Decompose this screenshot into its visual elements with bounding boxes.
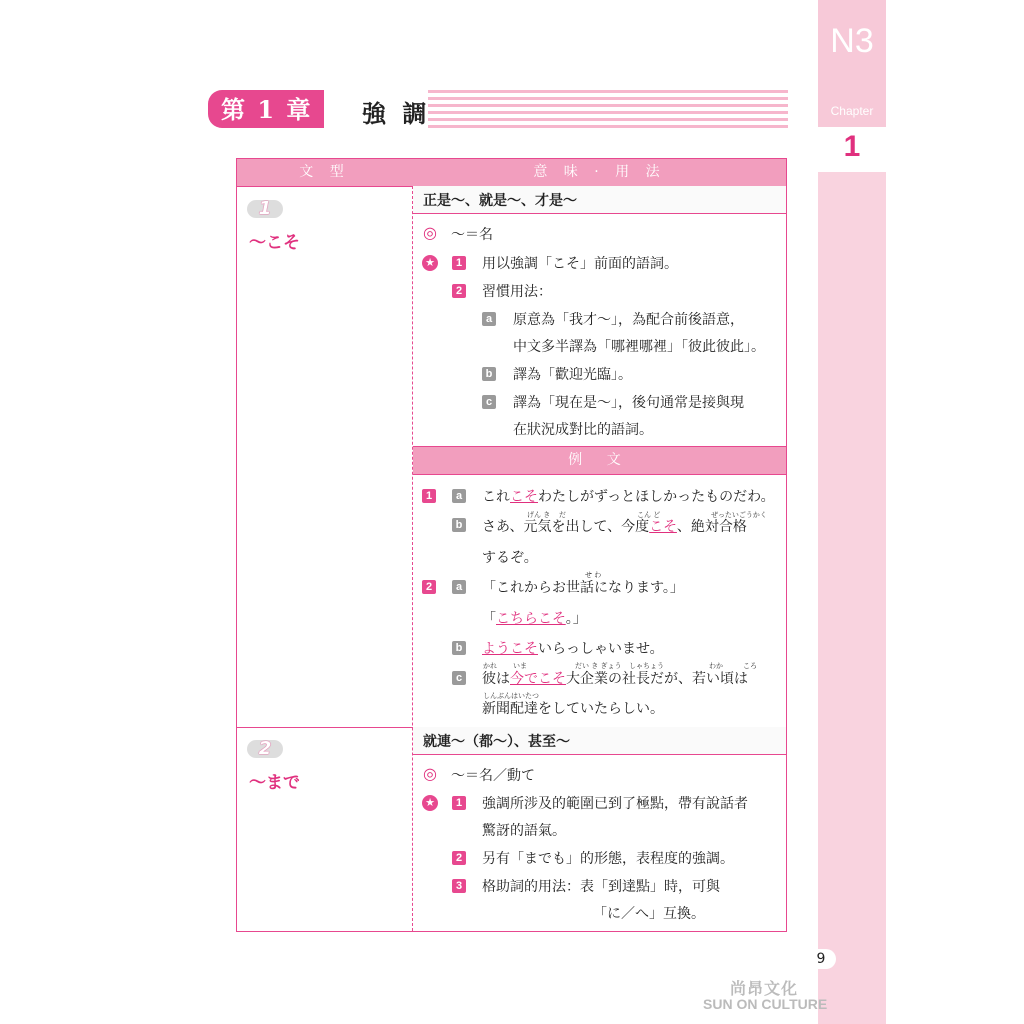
usage-text: 譯為「現在是～」，後句通常是接與現 bbox=[513, 395, 744, 411]
example-sentence: するぞ。 bbox=[482, 550, 538, 566]
marker-b-icon: b bbox=[482, 367, 496, 381]
page-number: 9 bbox=[806, 949, 836, 969]
usage-text: 譯為「歡迎光臨」。 bbox=[513, 367, 632, 383]
furigana: しゃちょう bbox=[629, 662, 664, 670]
publisher-logo: 尚昂文化 bbox=[730, 979, 799, 998]
header-meaning: 意 味 · 用 法 bbox=[533, 164, 666, 180]
marker-c-icon: c bbox=[452, 671, 466, 685]
usage-text: 中文多半譯為「哪裡哪裡」「彼此彼此」。 bbox=[513, 339, 765, 355]
star-icon: ★ bbox=[422, 255, 438, 271]
form-text: ～＝名／動て bbox=[451, 768, 535, 784]
usage-text: 原意為「我才～」，為配合前後語意， bbox=[513, 312, 744, 328]
chapter-label: Chapter bbox=[830, 104, 874, 118]
example-sentence: さあ、元気を出して、今度こそ、絶対合格 bbox=[482, 519, 747, 535]
meaning-row bbox=[413, 186, 786, 214]
marker-a-icon: a bbox=[452, 580, 466, 594]
star-icon: ★ bbox=[422, 795, 438, 811]
example-header: 例 文 bbox=[413, 446, 786, 475]
furigana: しんぶんはいたつ bbox=[483, 692, 539, 700]
marker-b-icon: b bbox=[452, 641, 466, 655]
marker-1-icon: 1 bbox=[452, 796, 466, 810]
usage-text: 習慣用法： bbox=[482, 284, 552, 300]
furigana: だい き ぎょう bbox=[575, 662, 622, 670]
furigana: ころ bbox=[743, 662, 757, 670]
side-tab-strip bbox=[818, 172, 886, 1024]
marker-1-icon: 1 bbox=[422, 489, 436, 503]
usage-text: 用以強調「こそ」前面的語詞。 bbox=[482, 256, 678, 272]
example-sentence: 「こちらこそ。」 bbox=[482, 611, 587, 627]
chapter-badge-text: 第 1 章 bbox=[221, 95, 313, 124]
meaning-row bbox=[413, 727, 786, 755]
example-sentence: 「これからお世話になります。」 bbox=[482, 580, 684, 596]
marker-a-icon: a bbox=[482, 312, 496, 326]
example-sentence: ようこそいらっしゃいませ。 bbox=[482, 641, 664, 657]
marker-2-icon: 2 bbox=[422, 580, 436, 594]
example-sentence: 彼は今でこそ大企業の社長だが、若い頃は bbox=[482, 671, 748, 687]
furigana: げん き bbox=[527, 511, 551, 519]
entry-pattern: ～まで bbox=[249, 773, 300, 793]
furigana: こん ど bbox=[637, 511, 661, 519]
marker-2-icon: 2 bbox=[452, 284, 466, 298]
table-header bbox=[237, 159, 786, 187]
usage-text: 另有「までも」的形態，表程度的強調。 bbox=[482, 851, 734, 867]
marker-2-icon: 2 bbox=[452, 851, 466, 865]
publisher-name: SUN ON CULTURE bbox=[703, 996, 828, 1012]
usage-text: 強調所涉及的範圍已到了極點，帶有說話者 bbox=[482, 796, 748, 812]
entry-pattern: ～こそ bbox=[249, 233, 300, 253]
meaning-text: 就連～（都～）、甚至～ bbox=[423, 734, 570, 750]
marker-3-icon: 3 bbox=[452, 879, 466, 893]
furigana: わか bbox=[709, 662, 723, 670]
furigana: せ わ bbox=[585, 571, 602, 579]
double-circle-icon: ◎ bbox=[423, 764, 437, 783]
usage-text: 在狀況成對比的語詞。 bbox=[513, 422, 653, 438]
usage-text: 格助詞的用法：表「到達點」時，可與 bbox=[482, 879, 720, 895]
example-sentence: これこそわたしがずっとほしかったものだわ。 bbox=[482, 489, 775, 505]
usage-text: 「に／へ」互換。 bbox=[593, 906, 705, 922]
double-circle-icon: ◎ bbox=[423, 223, 437, 242]
entry-number-badge: 2 bbox=[247, 740, 283, 758]
header-pattern: 文 型 bbox=[299, 164, 350, 180]
grammar-table bbox=[236, 158, 787, 932]
page-title: 強 調 bbox=[362, 100, 431, 128]
column-divider bbox=[412, 186, 413, 931]
marker-1-icon: 1 bbox=[452, 256, 466, 270]
example-sentence: 新聞配達をしていたらしい。 bbox=[482, 701, 664, 717]
marker-c-icon: c bbox=[482, 395, 496, 409]
chapter-number: 1 bbox=[843, 130, 861, 163]
form-text: ～＝名 bbox=[451, 227, 493, 243]
usage-text: 驚訝的語氣。 bbox=[482, 823, 566, 839]
level-label: N3 bbox=[830, 22, 874, 60]
furigana: かれ bbox=[483, 662, 497, 670]
furigana: だ bbox=[559, 511, 566, 519]
furigana: いま bbox=[513, 662, 527, 670]
entry-number-badge: 1 bbox=[247, 200, 283, 218]
furigana: ぜったいごうかく bbox=[711, 511, 767, 519]
marker-b-icon: b bbox=[452, 518, 466, 532]
marker-a-icon: a bbox=[452, 489, 466, 503]
meaning-text: 正是～、就是～、才是～ bbox=[423, 193, 577, 209]
